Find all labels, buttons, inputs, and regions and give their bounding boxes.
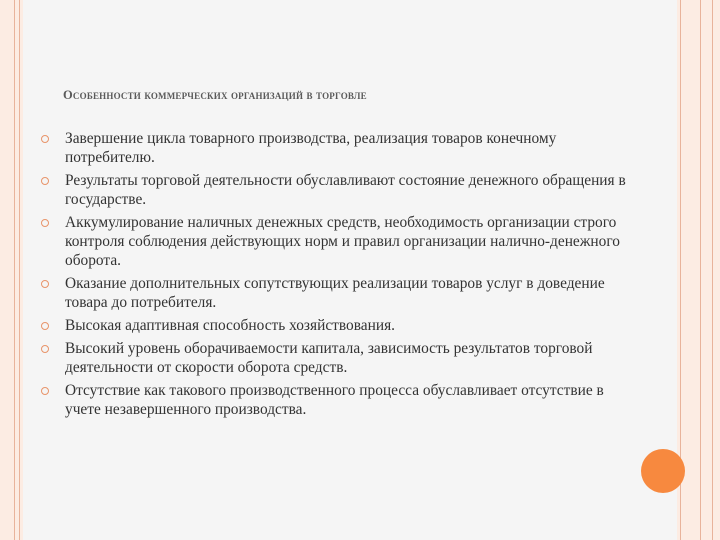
frame-line-right-edge (712, 0, 713, 540)
list-item-text: Результаты торговой деятельности обуславливают состояние денежного обращения в государстве. (65, 172, 626, 208)
list-item (41, 213, 641, 270)
frame-line-right-outer (700, 0, 701, 540)
frame-line-left-inner (19, 0, 20, 540)
list-item (41, 316, 641, 335)
list-item-text: Оказание дополнительных сопутствующих реализации товаров услуг в доведение товара до потребителя. (65, 275, 605, 311)
bullet-marker-icon (41, 177, 49, 185)
list-item-text: Отсутствие как такового производственного процесса обуславливает отсутствие в учете незавершенного производства. (65, 382, 604, 418)
bullet-marker-icon (41, 280, 49, 288)
list-item-text: Аккумулирование наличных денежных средств, необходимость организации строго контроля соблюдения действующих норм и правил организации налично-денежного оборота. (65, 214, 620, 269)
frame-line-left-outer (14, 0, 15, 540)
bullet-marker-icon (41, 387, 49, 395)
list-item-text: Высокий уровень оборачиваемости капитала, зависимость результатов торговой деятельности от скорости оборота средств. (65, 340, 593, 376)
bullet-marker-icon (41, 219, 49, 227)
list-item (41, 339, 641, 377)
list-item-text: Высокая адаптивная способность хозяйствования. (65, 317, 396, 334)
bullet-marker-icon (41, 345, 49, 353)
bullet-marker-icon (41, 135, 49, 143)
bullet-list (41, 129, 641, 423)
list-item (41, 381, 641, 419)
list-item (41, 129, 641, 167)
list-item-text: Завершение цикла товарного производства, реализация товаров конечному потребителю. (65, 130, 557, 166)
bullet-marker-icon (41, 322, 49, 330)
list-item (41, 171, 641, 209)
slide-title: Особенности коммерческих организаций в торговле (63, 88, 367, 102)
list-item (41, 274, 641, 312)
slide-panel (23, 0, 677, 540)
decorative-orange-circle (641, 449, 685, 493)
